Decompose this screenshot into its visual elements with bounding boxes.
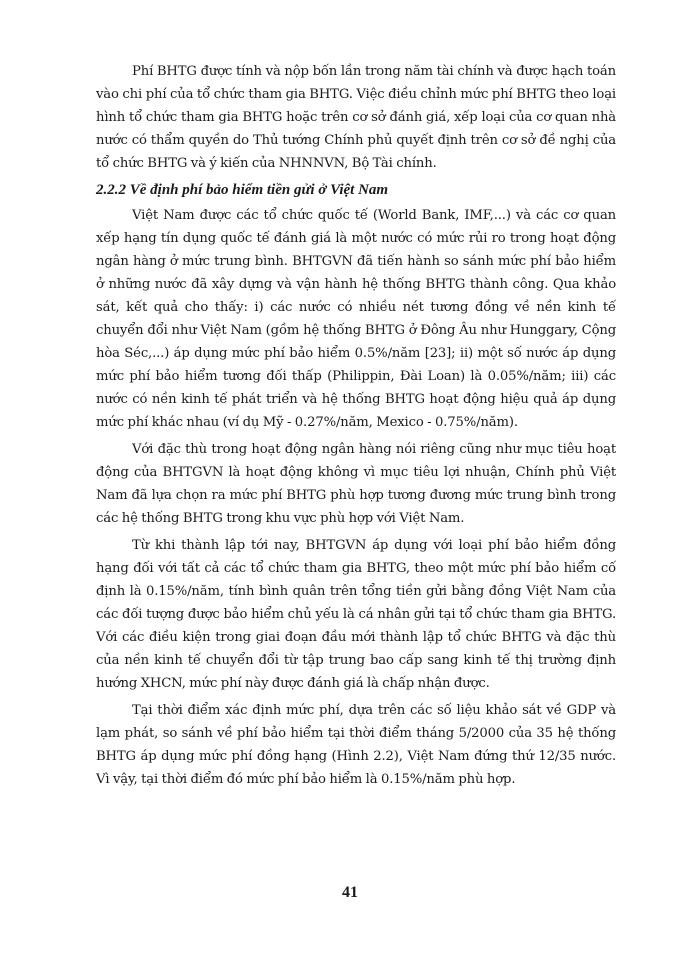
- paragraph-gdp-survey: Tại thời điểm xác định mức phí, dựa trên các số liệu khảo sát về GDP và lạm phát, so sánh về phí bảo hiểm tại thời điểm tháng 5/2000 của 35 hệ thống BHTG áp dụng mức phí đồng hạng (Hình 2.2), Việt Nam đứng thứ 12/35 nước. Vì vậy, tại thời điểm đó mức phí bảo hiểm là 0.15%/năm phù hợp.: [96, 703, 616, 787]
- paragraph-flat-rate: Từ khi thành lập tới nay, BHTGVN áp dụng với loại phí bảo hiểm đồng hạng đối với tất cả các tổ chức tham gia BHTG, theo một mức phí bảo hiểm cố định là 0.15%/năm, tính bình quân trên tổng tiền gửi bằng đồng Việt Nam của các đối tượng được bảo hiểm chủ yếu là cá nhân gửi tại tổ chức tham gia BHTG. Với các điều kiện trong giai đoạn đầu mới thành lập tổ chức BHTG và đặc thù của nền kinh tế chuyển đổi từ tập trung bao cấp sang kinh tế thị trường định hướng XHCN, mức phí này được đánh giá là chấp nhận được.: [96, 538, 616, 691]
- document-page: [96, 60, 616, 795]
- paragraph-fee-payment: Phí BHTG được tính và nộp bốn lần trong năm tài chính và được hạch toán vào chi phí của tổ chức tham gia BHTG. Việc điều chỉnh mức phí BHTG theo loại hình tổ chức tham gia BHTG hoặc trên cơ sở đánh giá, xếp loại của cơ quan nhà nước có thẩm quyền do Thủ tướng Chính phủ quyết định trên cơ sở đề nghị của tổ chức BHTG và ý kiến của NHNNVN, Bộ Tài chính.: [96, 64, 616, 171]
- paragraph-international-comparison: Việt Nam được các tổ chức quốc tế (World Bank, IMF,...) và các cơ quan xếp hạng tín dụng quốc tế đánh giá là một nước có mức rủi ro trong hoạt động ngân hàng ở mức trung bình. BHTGVN đã tiến hành so sánh mức phí bảo hiểm ở những nước đã xây dựng và vận hành hệ thống BHTG thành công. Qua khảo sát, kết quả cho thấy: i) các nước có nhiều nét tương đồng về nền kinh tế chuyển đổi như Việt Nam (gồm hệ thống BHTG ở Đông Âu như Hunggary, Cộng hòa Séc,...) áp dụng mức phí bảo hiểm 0.5%/năm [23]; ii) một số nước áp dụng mức phí bảo hiểm tương đối thấp (Philippin, Đài Loan) là 0.05%/năm; iii) các nước có nền kinh tế phát triển và hệ thống BHTG hoạt động hiệu quả áp dụng mức phí khác nhau (ví dụ Mỹ - 0.27%/năm, Mexico - 0.75%/năm).: [96, 208, 616, 430]
- section-heading: 2.2.2 Về định phí bảo hiểm tiền gửi ở Việt Nam: [96, 182, 389, 198]
- page-number: 41: [342, 884, 358, 901]
- paragraph-nonprofit-choice: Với đặc thù trong hoạt động ngân hàng nói riêng cũng như mục tiêu hoạt động của BHTGVN là hoạt động không vì mục tiêu lợi nhuận, Chính phủ Việt Nam đã lựa chọn ra mức phí BHTG phù hợp tương đương mức trung bình trong các hệ thống BHTG trong khu vực phù hợp với Việt Nam.: [96, 442, 616, 526]
